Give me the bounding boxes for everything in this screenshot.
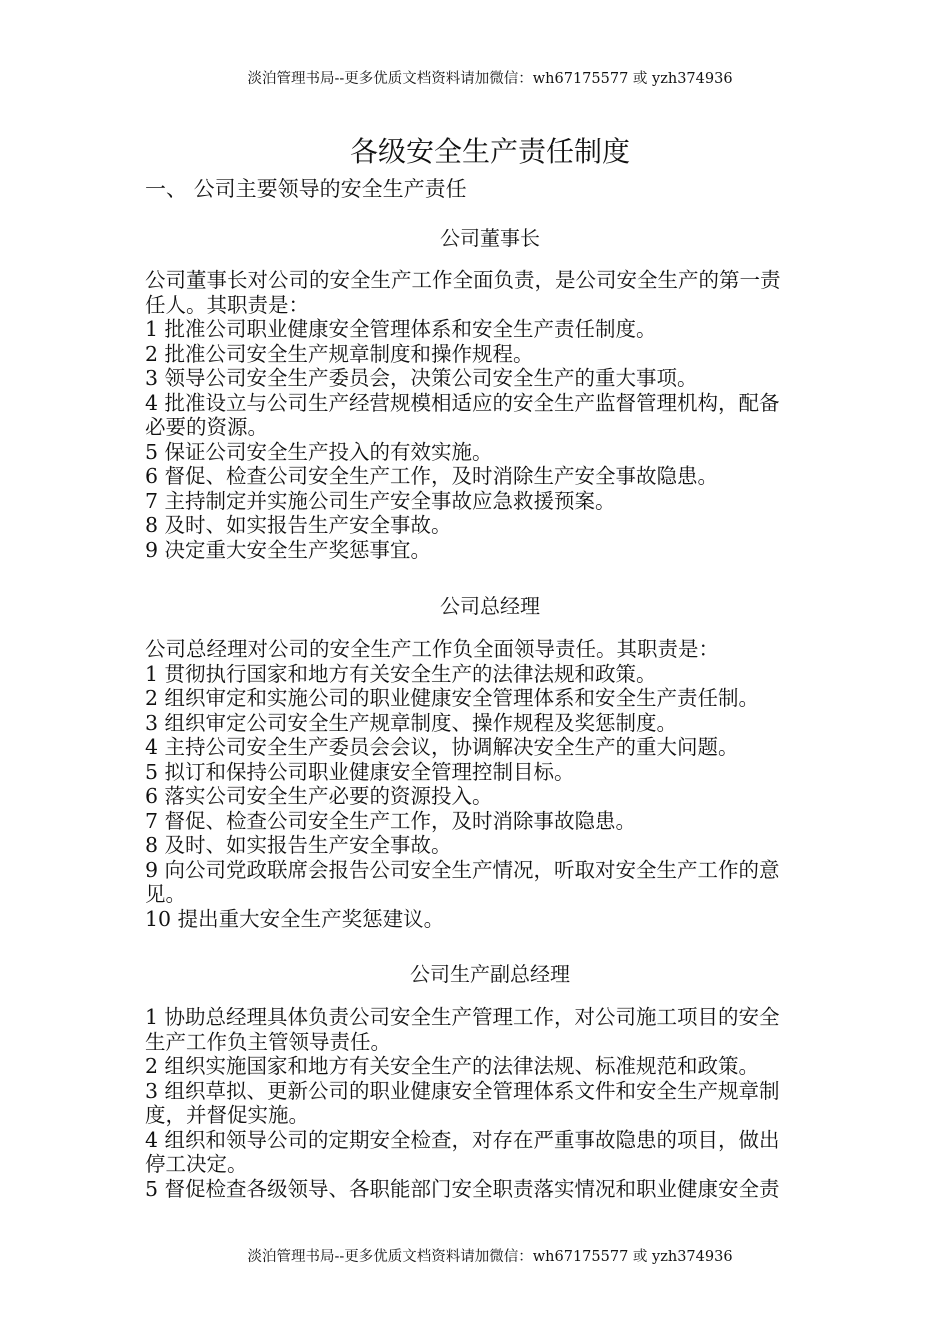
text-line: 10 提出重大安全生产奖惩建议。 [145, 906, 445, 931]
text-line: 8 及时、如实报告生产安全事故。 [145, 513, 452, 537]
text-line: 见。 [145, 882, 186, 906]
text-line: 7 主持制定并实施公司生产安全事故应急救援预案。 [145, 488, 616, 513]
text-line: 1 协助总经理具体负责公司安全生产管理工作，对公司施工项目的安全 [145, 1005, 780, 1029]
subheading-general-manager: 公司总经理 [440, 594, 540, 618]
subheading-deputy-gm: 公司生产副总经理 [410, 962, 570, 986]
deputy-gm-duties [145, 1005, 845, 1201]
text-line: 任人。其职责是： [145, 292, 309, 317]
general-manager-duties [145, 637, 845, 931]
text-line: 9 决定重大安全生产奖惩事宜。 [145, 537, 432, 562]
text-line: 2 批准公司安全生产规章制度和操作规程。 [145, 341, 534, 366]
chairman-duties [145, 268, 845, 562]
text-line: 4 组织和领导公司的定期安全检查，对存在严重事故隐患的项目，做出 [145, 1127, 780, 1152]
text-line: 5 拟订和保持公司职业健康安全管理控制目标。 [145, 759, 575, 784]
text-line: 8 及时、如实报告生产安全事故。 [145, 833, 452, 857]
text-line: 公司董事长对公司的安全生产工作全面负责，是公司安全生产的第一责 [145, 268, 781, 292]
text-line: 4 批准设立与公司生产经营规模相适应的安全生产监督管理机构，配备 [145, 390, 780, 415]
text-line: 5 督促检查各级领导、各职能部门安全职责落实情况和职业健康安全责 [145, 1176, 780, 1201]
text-line: 3 组织审定公司安全生产规章制度、操作规程及奖惩制度。 [145, 710, 678, 735]
text-line: 2 组织实施国家和地方有关安全生产的法律法规、标准规范和政策。 [145, 1054, 760, 1078]
text-line: 生产工作负主管领导责任。 [145, 1029, 391, 1054]
page-header: 淡泊管理书局--更多优质文档资料请加微信：wh67175577 或 yzh374936 [247, 71, 733, 87]
text-line: 9 向公司党政联席会报告公司安全生产情况，听取对安全生产工作的意 [145, 857, 780, 882]
text-line: 3 领导公司安全生产委员会，决策公司安全生产的重大事项。 [145, 366, 698, 390]
text-line: 3 组织草拟、更新公司的职业健康安全管理体系文件和安全生产规章制 [145, 1078, 780, 1103]
text-line: 度，并督促实施。 [145, 1103, 309, 1127]
text-line: 停工决定。 [145, 1152, 248, 1176]
text-line: 5 保证公司安全生产投入的有效实施。 [145, 439, 493, 464]
text-line: 公司总经理对公司的安全生产工作负全面领导责任。其职责是： [145, 637, 719, 661]
text-line: 必要的资源。 [145, 415, 268, 439]
subheading-chairman: 公司董事长 [440, 226, 540, 250]
section-heading: 一、 公司主要领导的安全生产责任 [145, 177, 467, 201]
document-title: 各级安全生产责任制度 [349, 135, 630, 168]
text-line: 4 主持公司安全生产委员会会议，协调解决安全生产的重大问题。 [145, 735, 739, 759]
text-line: 2 组织审定和实施公司的职业健康安全管理体系和安全生产责任制。 [145, 686, 760, 710]
text-line: 1 贯彻执行国家和地方有关安全生产的法律法规和政策。 [145, 661, 657, 686]
text-line: 1 批准公司职业健康安全管理体系和安全生产责任制度。 [145, 317, 657, 341]
text-line: 6 督促、检查公司安全生产工作，及时消除生产安全事故隐患。 [145, 464, 719, 488]
page-footer: 淡泊管理书局--更多优质文档资料请加微信：wh67175577 或 yzh374936 [247, 1249, 733, 1265]
text-line: 7 督促、检查公司安全生产工作，及时消除事故隐患。 [145, 808, 637, 833]
text-line: 6 落实公司安全生产必要的资源投入。 [145, 784, 493, 808]
